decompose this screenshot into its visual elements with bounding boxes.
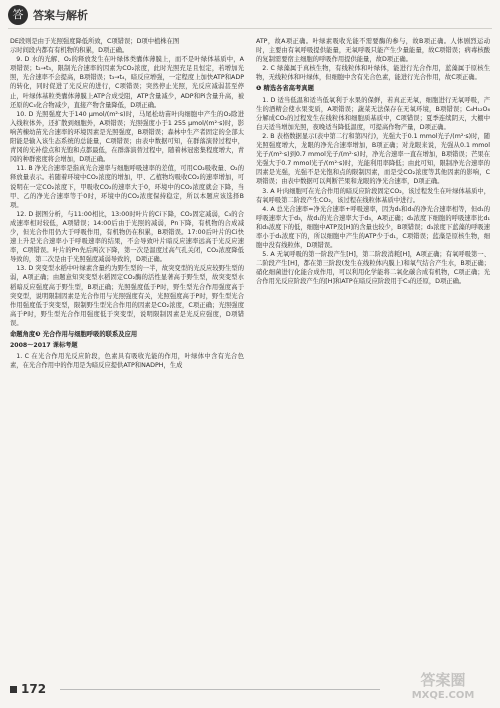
answer-9: 9. D 水的光解、O₂的释放发生在叶绿体类囊体薄膜上，而不是叶绿体基质中，A项错误；t₂→t₃，限制光合速率的因素为CO₂浓度，此时光照充足且恒定，若增加光照，光合速率不会提高，B项错误；t₃→t₄，暗反应增强，一定程度上加快ATP和ADP的转化，同时促进了光反应的进行，C项错误；突然停止光照，光反应减弱甚至停止，叶绿体基粒类囊体薄膜上ATP合成受阻，ATP含量减少，ADP和Pi含量升高，被还原的C₃化合物减少，直接产物含量降低，D项正确。	[10, 56, 244, 109]
answer-2: 2. C 绿藻属于真核生物，有线粒体和叶绿体，能进行光合作用，蓝藻属于原核生物，无线粒体和叶绿体，但细胞中含有光合色素，能进行光合作用，故C项正确。	[256, 65, 490, 82]
answer-2: 2. B 表格数据显示(表中第二行和第四行)，光强大于0.1 mmol光子/(m²·s)时，随光照强度增大，龙眼的净光合速率增加，B项正确；对龙眼来说，光强从0.1 mmol光子/(m²·s)到0.7 mmol光子/(m²·s)时，净光合速率一直在增加，B项错误；芒果在光强大于0.7 mmol光子/(m²·s)时，光能利用率降低；由此可知，限制净光合速率的因素是光强，光强不是光饱和点的限制因素，而是受CO₂浓度等其他因素的影响，C项错误；由表中数据可以判断芒果和龙眼的净光合速率，D项正确。	[256, 132, 490, 186]
answer-1: 1. D 适当低温和适当低氧利于水果的保鲜，若真正无氧，细胞进行无氧呼吸，产生的酒精会使水果变质，A项错误；蔬菜无法保存在无氧环境，B项错误；C₆H₁₂O₆分解成CO₂的过程发生在线粒体和细胞质基质中，C项错误；夏季连续阴天，大棚中白天适当增加光照，夜晚适当降低温度，可提高作物产量，D项正确。	[256, 96, 490, 131]
page-number-text: 172	[21, 682, 47, 696]
paragraph: 示时间段内都有有机物的积累，D项正确。	[10, 47, 129, 55]
answer-3: 3. A 叶肉细胞可在光合作用的暗反应阶段固定CO₂，该过程发生在叶绿体基质中，有氧呼吸第二阶段产生CO₂，该过程在线粒体基质中进行。	[256, 187, 490, 204]
section-heading: ❶ 精选各省高考真题	[256, 85, 314, 93]
paragraph: DE段则是由于光照强度降低所致，C项错误；D项中植株在图	[10, 38, 180, 45]
watermark-line2: MXQE.COM	[411, 690, 475, 701]
answer-12: 12. D 据图分析，与11:00相比，13:00时叶片的Ci下降，CO₂固定减弱，C₃的合成速率相对较低，A项错误；14:00后由于光照的减弱，Pn下降，有机物的合成减少，但光合作用仍大于呼吸作用，有机物仍在积累，B项错误。17:00后叶片的Ci快速上升是光合速率小于呼吸速率的结果，不会导致叶片暗反应速率远高于光反应速率，C项错误。叶片的Pn先后两次下降，第一次是温度过高气孔关闭，CO₂浓度降低导致的，第二次是由于光照强度减弱导致的，D项正确。	[10, 210, 244, 264]
paragraph: ATP，故A项正确。叶绿素吸收光能不需要酶的参与，故B项正确。人体剧烈运动时，主要由有氧呼吸提供能量，无氧呼吸只能产生少量能量，故C项错误；病毒核酸的复制需要宿主细胞的呼吸作用提供能量，故D项正确。	[256, 38, 490, 64]
book-logo-icon: 答	[8, 5, 28, 25]
right-column	[256, 37, 490, 287]
header-rule	[8, 28, 492, 29]
square-icon	[10, 686, 17, 693]
page-footer	[0, 672, 500, 708]
answer-13: 13. D 突变型水稻中叶绿素含量约为野生型的一半，故突变型的光反应较野生型的弱，A项正确；由题意知突变型水稻固定CO₂酶的活性显著高于野生型，故突变型水稻暗反应强度高于野生型，B项正确；光照强度低于P时，野生型光合作用强度高于突变型，说明限制因素是光合作用与光照强度有关，光照强度高于P时，野生型光合作用强度低于突变型，限制野生型光合作用的因素是CO₂浓度，C项正确；光照强度高于P时，野生型光合作用强度低于突变型，说明限制因素是光反应强度，D项错误。	[10, 265, 244, 327]
answer-1: 1. C 在光合作用光反应阶段，色素具有吸收光能的作用，叶绿体中含有光合色素，在光合作用中的作用是为暗反应提供ATP和NADPH，生成	[10, 353, 244, 370]
answer-10: 10. D 光照强度大于140 μmol/(m²·s)时，马尾松幼苗叶肉细胞中产生的O₂除进入线粒体外，还扩散到细胞外，A项错误；光照强度小于1 255 μmol/(m²·s)时，影响苦楝幼苗光合速率的环境因素是光照强度，B项错误；森林中生产者固定的全部太阳能是输入该生态系统的总能量，C项错误；由表中数据可知，在群落演替过程中，青冈的光补偿点和光饱和点都最低，在群落演替过程中，随着林冠密集程度增大，青冈的种群密度将会增加，D项正确。	[10, 110, 244, 164]
section-heading: 命题角度❸ 光合作用与细胞呼吸的联系及应用	[10, 331, 138, 338]
subsection-heading: 2008～2017 课标考题	[10, 342, 78, 350]
page-number	[10, 682, 46, 696]
page-header	[0, 0, 500, 30]
header-title: 答案与解析	[33, 9, 88, 22]
left-column	[10, 37, 244, 370]
answer-5: 5. A 无氧呼吸的第一阶段产生[H]，第二阶段消耗[H]，A项正确；有氧呼吸第一、二阶段产生[H]，都在第三阶段(发生在线粒体内膜上)和氧气结合产生水，B项正确；硝化细菌进行化能合成作用，可以利用化学能将二氧化碳合成有机物，C项正确；光合作用光反应阶段产生的[H]和ATP在暗反应阶段用于C₃的还原，D项正确。	[256, 251, 490, 286]
footer-rule	[60, 689, 380, 690]
answer-11: 11. B 净光合速率是指真光合速率与细胞呼吸速率的差值，可用CO₂吸收量、O₂的释放量表示。若随着环境中CO₂浓度的增加，甲、乙植物均吸收CO₂的速率增加，可说明在一定CO₂浓度下，甲吸收CO₂的速率大于0，环境中的CO₂浓度就会下降，当甲、乙的净光合速率等于0时，环境中的CO₂浓度保持稳定，所以本题应该选择B项。	[10, 165, 244, 209]
watermark-line1: 答案圈	[420, 671, 466, 689]
answer-4: 4. A 总光合速率=净光合速率+呼吸速率，因为d₁和d₃的净光合速率相等，但d₁的呼吸速率大于d₃，故d₁的光合速率大于d₃，A项正确；d₂浓度下细胞的呼吸速率比d₁和d₃浓度下的低，细胞中ATP及[H]的含量也较少，B项错误；d₃浓度下蓝藻的呼吸速率小于d₁浓度下的，所以细胞中产生的ATP少于d₁，C项错误；蓝藻是原核生物，细胞中没有线粒体，D项错误。	[256, 205, 490, 250]
watermark-logo	[400, 672, 486, 706]
